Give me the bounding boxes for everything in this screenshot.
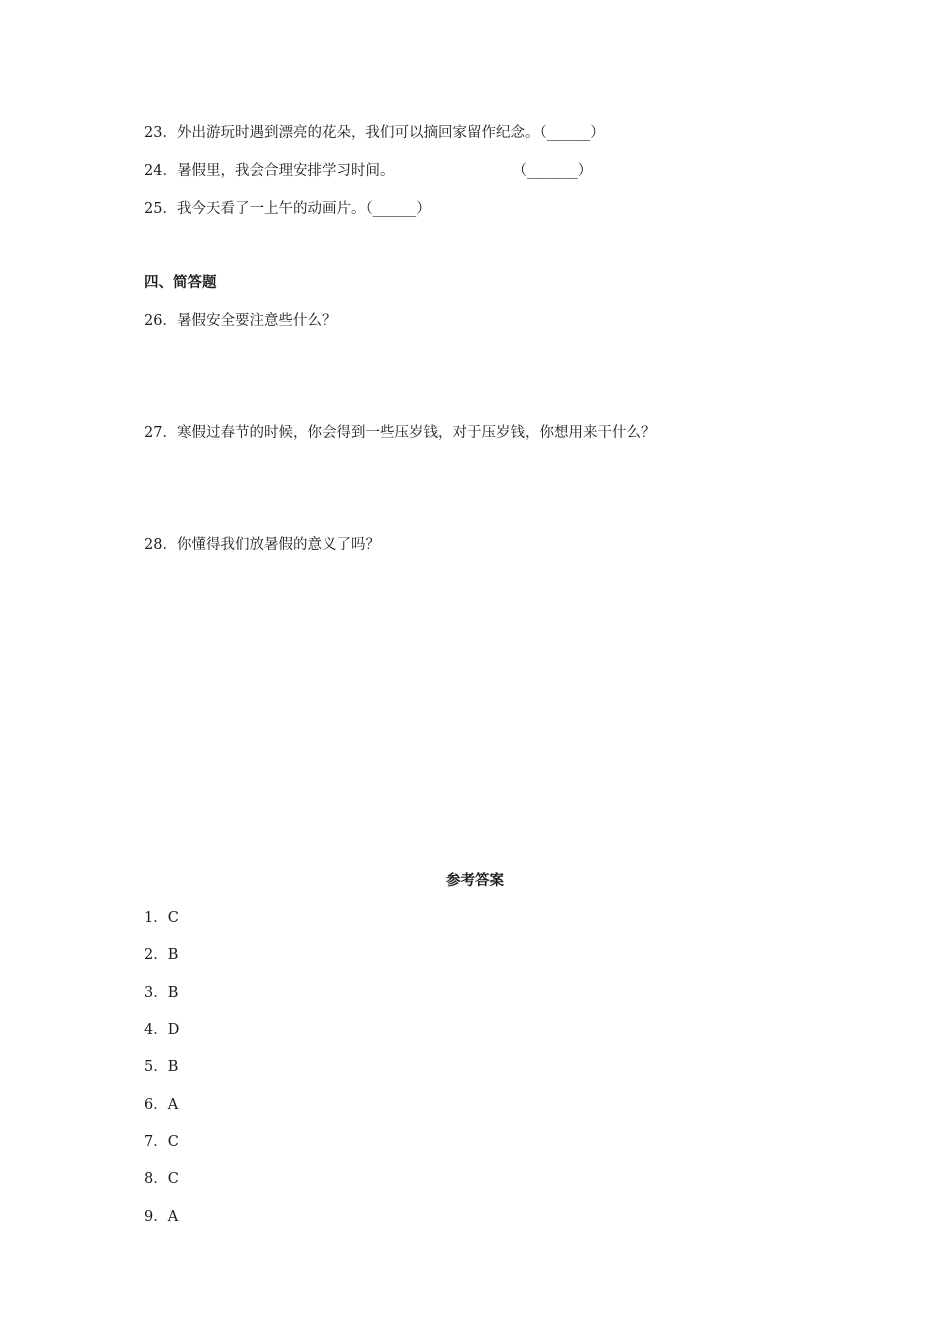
answer-item: [144, 908, 179, 928]
answer-item: [144, 945, 178, 965]
question-24: [144, 161, 592, 181]
question-text: 外出游玩时遇到漂亮的花朵，我们可以摘回家留作纪念。: [176, 125, 540, 141]
question-number: 25．: [144, 201, 177, 217]
question-text: 暑假里，我会合理安排学习时间。: [176, 163, 395, 179]
answer-value: A: [167, 1097, 179, 1113]
answer-value: C: [167, 1171, 179, 1187]
answer-blank: （______）: [365, 201, 431, 217]
question-text: 我今天看了一上午的动画片。: [176, 201, 366, 217]
answer-item: [144, 1132, 179, 1152]
answer-blank: （_______）: [512, 163, 593, 179]
question-number: 28．: [144, 537, 177, 553]
answer-value: A: [167, 1209, 179, 1225]
question-23: [144, 123, 605, 143]
answer-value: B: [167, 985, 179, 1001]
question-28: [144, 535, 380, 555]
answer-number: 9．: [144, 1209, 168, 1225]
answer-value: B: [167, 1059, 179, 1075]
question-27: [144, 423, 655, 443]
answer-number: 6．: [144, 1097, 168, 1113]
question-text: 你懂得我们放暑假的意义了吗？: [176, 537, 380, 553]
answer-item: [144, 983, 178, 1003]
question-text: 寒假过春节的时候，你会得到一些压岁钱，对于压岁钱，你想用来干什么？: [176, 425, 656, 441]
question-number: 23．: [144, 125, 177, 141]
answer-number: 4．: [144, 1022, 168, 1038]
answer-number: 8．: [144, 1171, 168, 1187]
answer-key-title: 参考答案: [446, 873, 504, 889]
answer-blank: （______）: [539, 125, 605, 141]
answer-value: C: [167, 1134, 179, 1150]
answer-value: B: [167, 947, 179, 963]
section-heading: 四、简答题: [144, 275, 217, 291]
answer-number: 7．: [144, 1134, 168, 1150]
question-25: [144, 199, 431, 219]
answer-number: 3．: [144, 985, 168, 1001]
question-number: 27．: [144, 425, 177, 441]
answer-item: [144, 1169, 179, 1189]
answer-item: [144, 1020, 179, 1040]
question-text: 暑假安全要注意些什么？: [176, 313, 337, 329]
answer-number: 2．: [144, 947, 168, 963]
answer-item: [144, 1207, 178, 1227]
answer-value: C: [167, 910, 179, 926]
answer-item: [144, 1057, 178, 1077]
answer-item: [144, 1095, 178, 1115]
question-number: 26．: [144, 313, 177, 329]
answer-number: 1．: [144, 910, 168, 926]
question-26: [144, 311, 336, 331]
answer-number: 5．: [144, 1059, 168, 1075]
answer-value: D: [167, 1022, 180, 1038]
question-number: 24．: [144, 163, 177, 179]
